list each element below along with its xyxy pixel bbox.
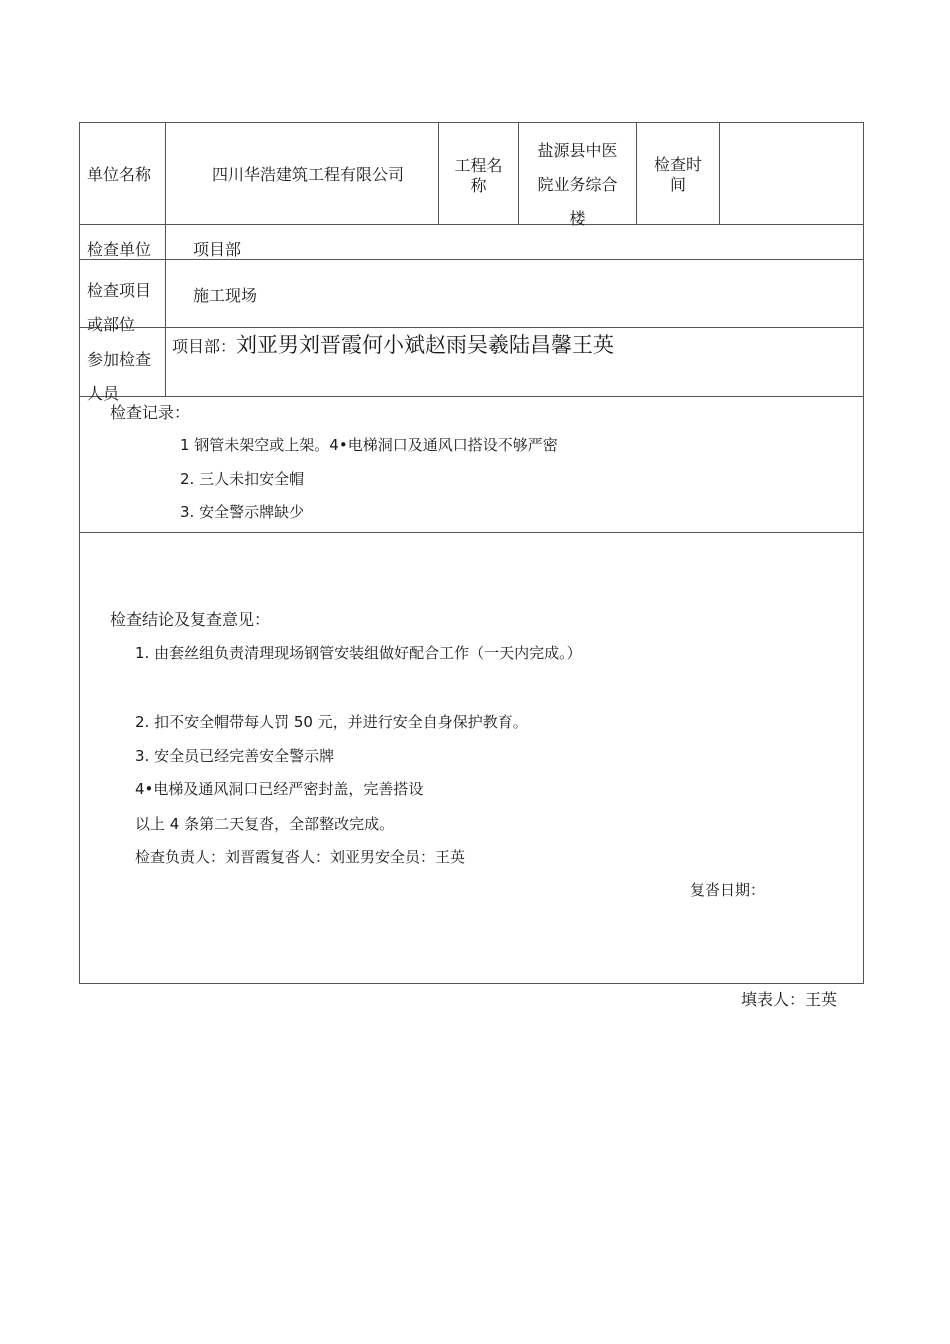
- project-name-value: 盐源县中医 院业务综合 楼: [537, 141, 618, 228]
- inspect-item-value: 施工现场: [193, 286, 258, 305]
- filler-name: 填表人：王英: [741, 990, 838, 1009]
- row-divider: [80, 327, 863, 328]
- participants-label: 参加检查 人员: [87, 350, 152, 403]
- record-item: 3. 安全警示牌缺少: [180, 503, 305, 521]
- participants-prefix: 项目部：: [172, 337, 237, 356]
- record-title: 检查记录：: [110, 403, 191, 422]
- record-item: 2. 三人未扣安全帽: [180, 470, 305, 488]
- inspection-form: [79, 122, 864, 984]
- record-item: 1 钢管未架空或上架。4•电梯洞口及通风口搭设不够严密: [180, 436, 558, 454]
- conclusion-signatures: 检查负责人：刘晋霞复沓人：刘亚男安全员：王英: [135, 848, 466, 866]
- row-divider: [80, 224, 863, 225]
- column-divider: [719, 123, 720, 225]
- review-date-label: 复沓日期：: [690, 881, 766, 899]
- conclusion-item: 2. 扣不安全帽带每人罚 50 元，并进行安全自身保护教育。: [135, 713, 528, 731]
- inspect-time-label: 检查时 间: [653, 155, 702, 194]
- row-divider: [80, 532, 863, 533]
- conclusion-item: 以上 4 条第二天复沓，全部整改完成。: [135, 815, 395, 833]
- conclusion-item: 4•电梯及通风洞口已经严密封盖，完善搭设: [135, 780, 424, 798]
- participants-value: [172, 332, 614, 358]
- conclusion-title: 检查结论及复查意见：: [110, 610, 271, 629]
- unit-name-label: 单位名称: [87, 165, 152, 184]
- inspect-unit-label: 检查单位: [87, 240, 152, 259]
- unit-name-value: 四川华浩建筑工程有限公司: [212, 165, 405, 184]
- row-divider: [80, 396, 863, 397]
- conclusion-item: 3. 安全员已经完善安全警示牌: [135, 747, 335, 765]
- project-name-label: 工程名 称: [454, 156, 503, 195]
- participants-names: 刘亚男刘晋霞何小斌赵雨吴羲陆昌馨王英: [236, 333, 615, 357]
- conclusion-item: 1. 由套丝组负责清理现场钢管安装组做好配合工作（一天内完成。）: [135, 644, 582, 662]
- inspect-unit-value: 项目部: [193, 240, 242, 259]
- column-divider: [165, 123, 166, 397]
- inspect-item-label: 检查项目 或部位: [87, 281, 152, 334]
